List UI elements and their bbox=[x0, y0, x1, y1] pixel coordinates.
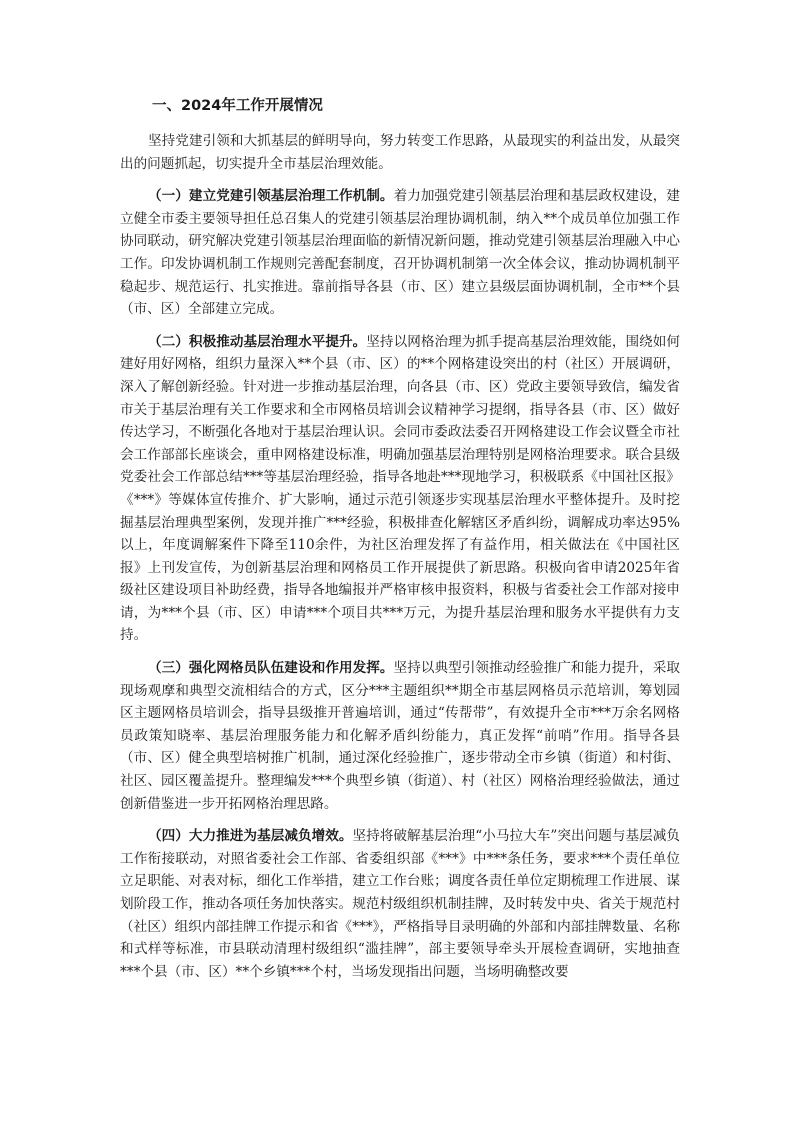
intro-paragraph: 坚持党建引领和大抓基层的鲜明导向，努力转变工作思路，从最现实的利益出发，从最突出的问题抓起，切实提升全市基层治理效能。 bbox=[120, 133, 680, 172]
paragraph-1 bbox=[120, 185, 680, 321]
paragraph-4 bbox=[120, 825, 680, 983]
paragraph-3-text: 坚持以典型引领推动经验推广和能力提升，采取现场观摩和典型交流相结合的方式，区分***主题组织**期全市基层网格员示范培训，筹划园区主题网格员培训会，指导县级推开普遍培训，通过“传帮带”，有效提升全市***万余名网格员政策知晓率、基层治理服务能力和化解矛盾纠纷能力，真正发挥“前哨”作用。指导各县（市、区）健全典型培树推广机制，通过深化经验推广，逐步带动全市乡镇（街道）和村街、社区、园区覆盖提升。整理编发***个典型乡镇（街道）、村（社区）网格治理经验做法，通过创新借鉴进一步开拓网格治理思路。 bbox=[120, 660, 681, 812]
paragraph-1-heading: （一）建立党建引领基层治理工作机制。 bbox=[148, 188, 394, 205]
paragraph-2 bbox=[120, 331, 680, 647]
section-title: 一、2024年工作开展情况 bbox=[152, 98, 323, 114]
paragraph-2-heading: （二）积极推动基层治理水平提升。 bbox=[148, 333, 367, 350]
paragraph-1-text: 着力加强党建引领基层治理和基层政权建设，建立健全市委主要领导担任总召集人的党建引领基层治理协调机制，纳入**个成员单位加强工作协同联动，研究解决党建引领基层治理面临的新情况新问题，推动党建引领基层治理融入中心工作。印发协调机制工作规则完善配套制度，召开协调机制第一次全体会议，推动协调机制平稳起步、规范运行、扎实推进。靠前指导各县（市、区）建立县级层面协调机制，全市**个县（市、区）全部建立完成。 bbox=[120, 188, 681, 318]
paragraph-3 bbox=[120, 657, 680, 815]
paragraph-4-heading: （四）大力推进为基层减负增效。 bbox=[148, 828, 353, 845]
paragraph-4-text: 坚持将破解基层治理“小马拉大车”突出问题与基层减负工作衔接联动，对照省委社会工作部、省委组织部《***》中***条任务，要求***个责任单位立足职能、对表对标，细化工作举措，建立工作台账；调度各责任单位定期梳理工作进展、谋划阶段工作，推动各项任务加快落实。规范村级组织机制挂牌，及时转发中央、省关于规范村（社区）组织内部挂牌工作提示和省《***》，严格指导目录明确的外部和内部挂牌数量、名称和式样等标准，市县联动清理村级组织“滥挂牌”，部主要领导牵头开展检查调研，实地抽查***个县（市、区）**个乡镇***个村，当场发现指出问题，当场明确整改要 bbox=[120, 828, 680, 980]
paragraph-3-heading: （三）强化网格员队伍建设和作用发挥。 bbox=[148, 660, 394, 677]
document-body bbox=[120, 94, 680, 993]
paragraph-2-text: 坚持以网格治理为抓手提高基层治理效能，围绕如何建好用好网格，组织力量深入**个县（市、区）的**个网格建设突出的村（社区）开展调研，深入了解创新经验。针对进一步推动基层治理，向各县（市、区）党政主要领导致信，编发省市关于基层治理有关工作要求和全市网格员培训会议精神学习提纲，指导各县（市、区）做好传达学习，不断强化各地对于基层治理认识。会同市委政法委召开网格建设工作会议暨全市社会工作部部长座谈会，重申网格建设标准，明确加强基层治理特别是网格治理要求。联合县级党委社会工作部总结***等基层治理经验，指导各地赴***现地学习，积极联系《中国社区报》《***》等媒体宣传推介、扩大影响，通过示范引领逐步实现基层治理水平整体提升。及时挖掘基层治理典型案例，发现并推广***经验，积极排查化解辖区矛盾纠纷，调解成功率达95%以上，年度调解案件下降至110余件，为社区治理发挥了有益作用，相关做法在《中国社区报》上刊发宣传，为创新基层治理和网格员工作开展提供了新思路。积极向省申请2025年省级社区建设项目补助经费，指导各地编报并严格审核申报资料，积极与省委社会工作部对接申请，为***个县（市、区）申请***个项目共***万元，为提升基层治理和服务水平提供有力支持。 bbox=[120, 333, 681, 644]
